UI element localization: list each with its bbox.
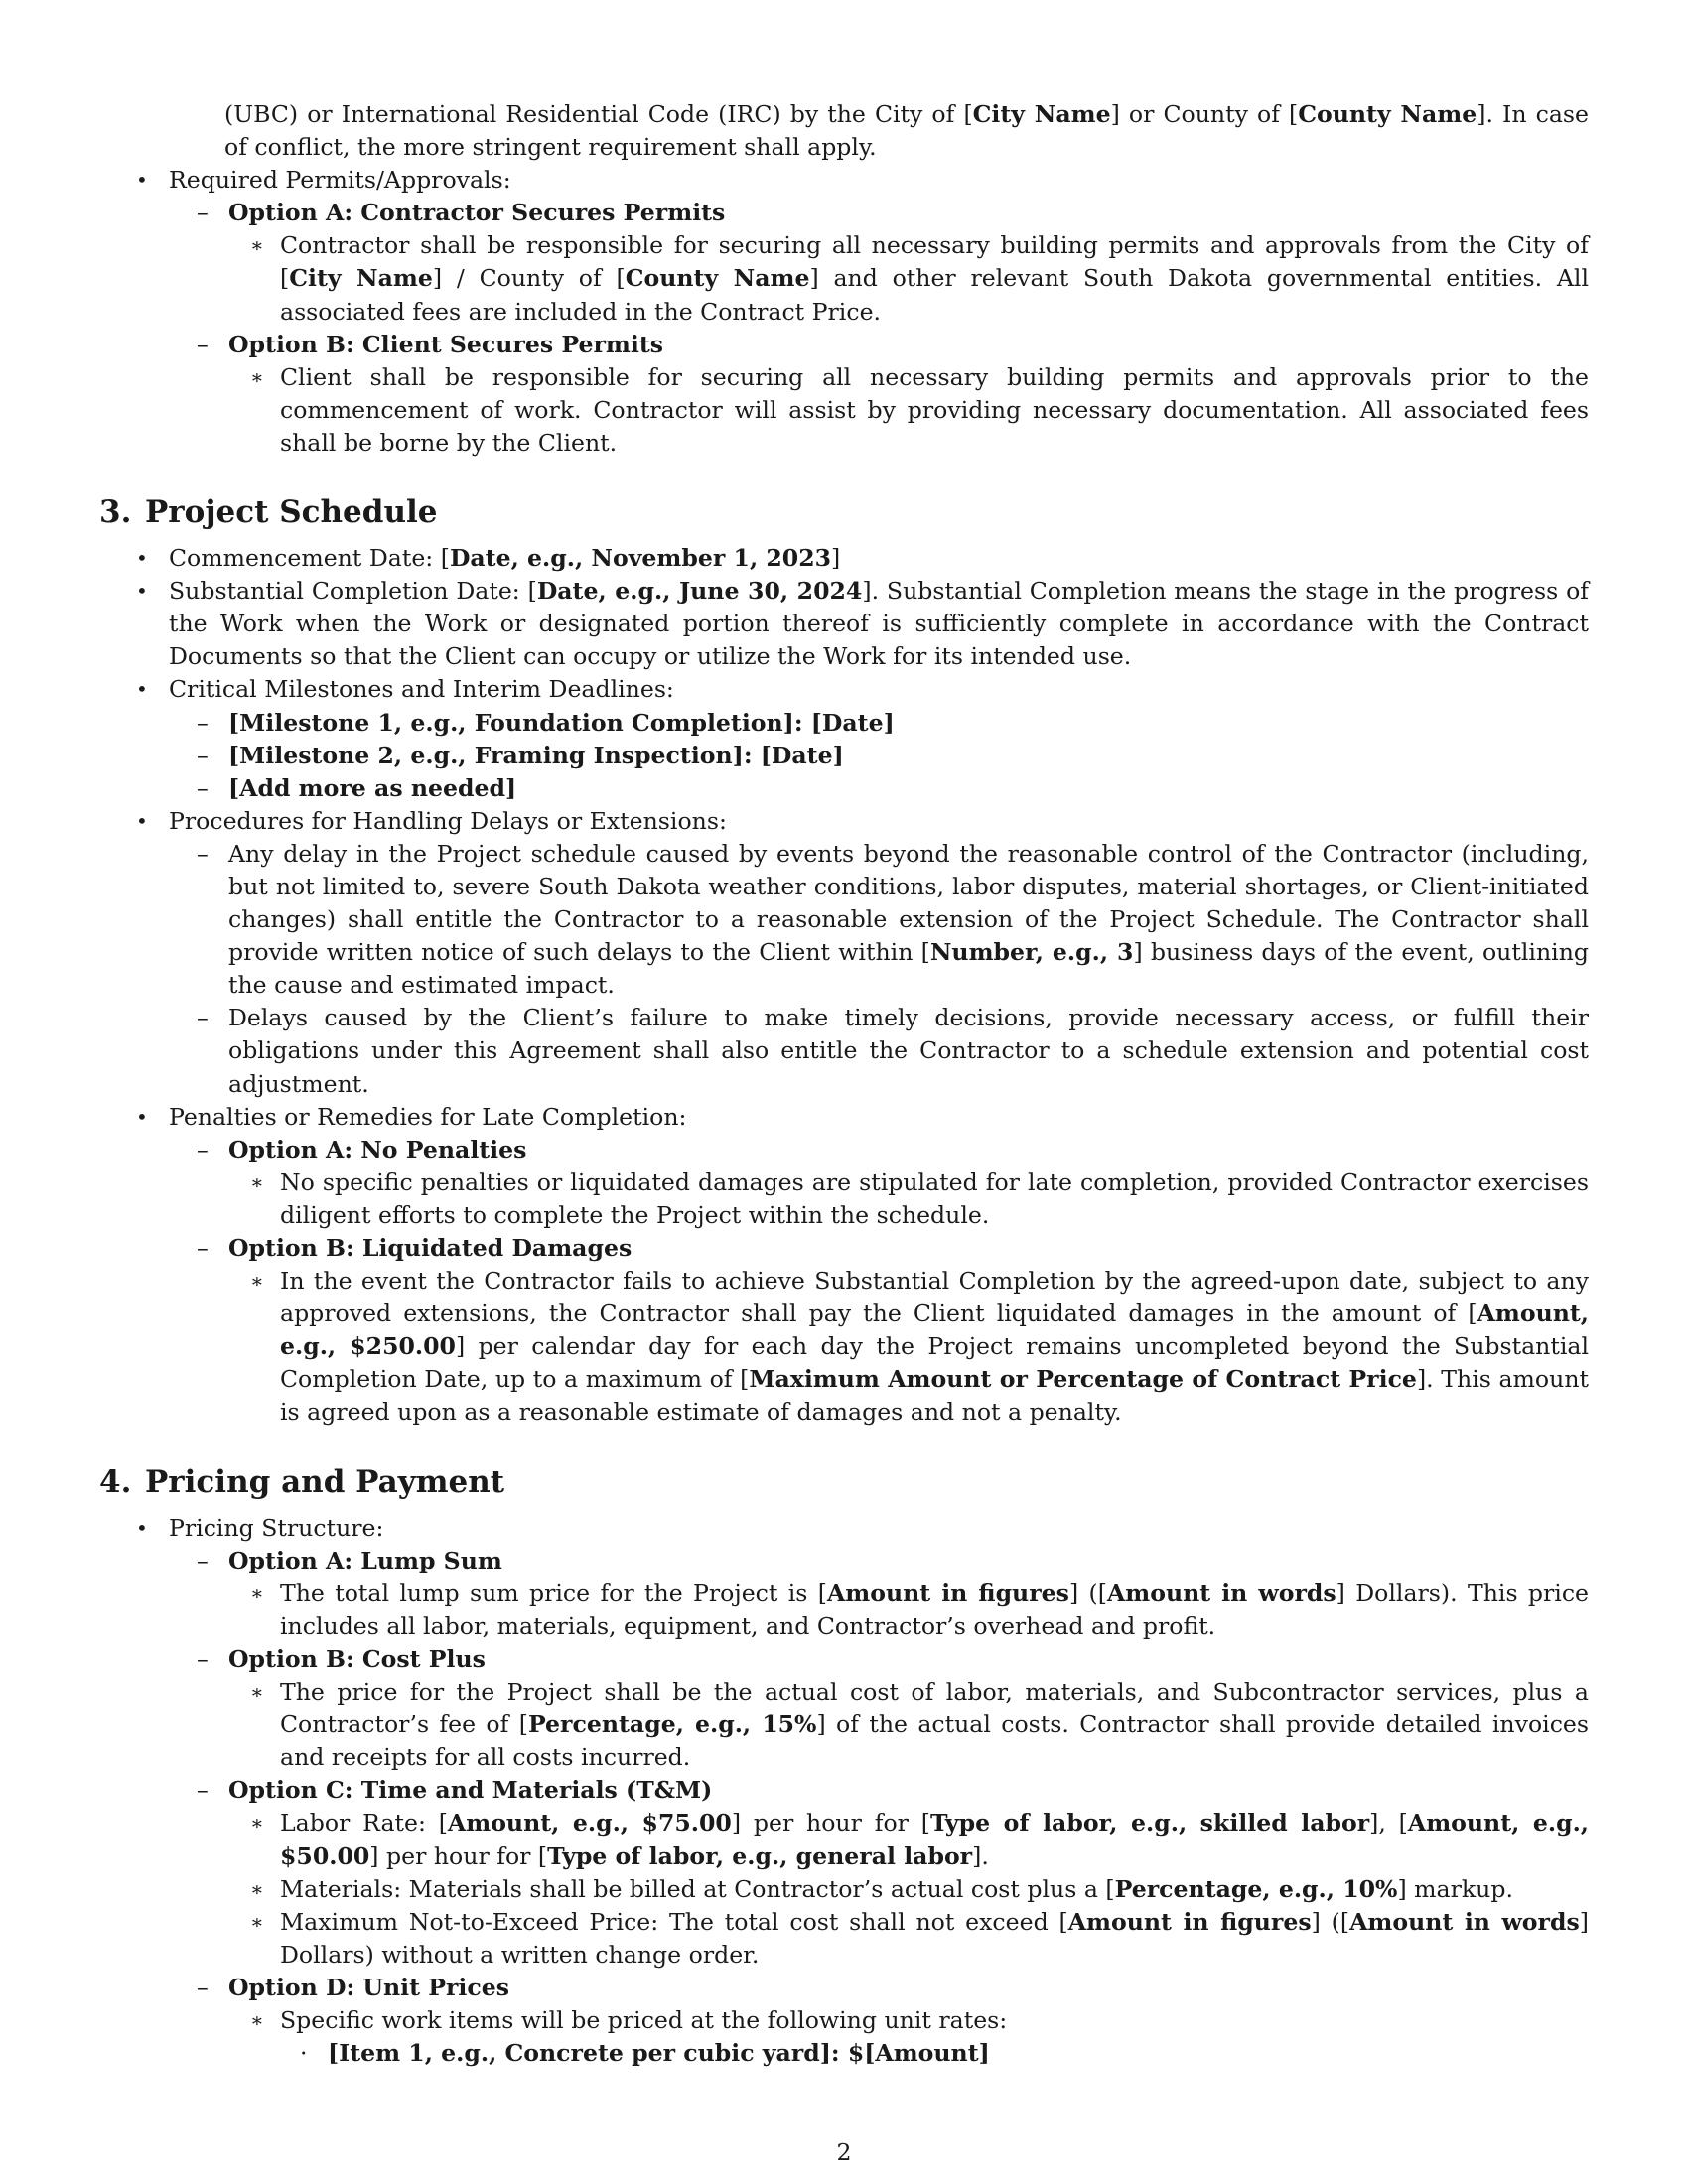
dash-icon: – <box>197 1644 209 1673</box>
section-heading-project-schedule <box>99 492 1589 532</box>
text: ], [ <box>1369 1809 1408 1838</box>
dash-icon: – <box>197 1546 209 1574</box>
dash-icon: – <box>197 708 209 737</box>
text: Pricing Structure: <box>169 1513 384 1542</box>
text: Commencement Date: [ <box>169 544 450 573</box>
milestone-text: [Milestone 2, e.g., Framing Inspection]: [Date] <box>228 741 844 769</box>
bullet-icon: • <box>136 168 148 193</box>
placeholder-date: Date, e.g., June 30, 2024 <box>536 577 863 606</box>
milestone-entry <box>197 740 1589 772</box>
asterisk-icon: ∗ <box>250 1876 264 1901</box>
permits-item <box>136 164 1589 197</box>
asterisk-icon: ∗ <box>250 364 264 389</box>
text: ]. In case of conflict, the more stringent requirement shall apply. <box>224 100 1589 162</box>
penalties-option-b <box>197 1232 1589 1265</box>
text: ] per hour for [ <box>731 1809 930 1838</box>
option-title: Option C: Time and Materials (T&M) <box>228 1776 713 1805</box>
milestone-entry <box>197 707 1589 740</box>
penalties-option-a-text <box>250 1166 1589 1232</box>
page-number: 2 <box>836 2138 852 2166</box>
asterisk-icon: ∗ <box>250 233 264 258</box>
pricing-option-d <box>197 1972 1589 2004</box>
placeholder-county: County Name <box>625 264 810 293</box>
text: ] ([ <box>1311 1907 1350 1936</box>
pricing-option-a-text <box>250 1577 1590 1643</box>
placeholder-words: Amount in words <box>1349 1907 1580 1936</box>
text: Penalties or Remedies for Late Completion: <box>169 1102 687 1131</box>
text: Maximum Not-to-Exceed Price: The total cost shall not exceed [ <box>280 1907 1068 1936</box>
placeholder-words: Amount in words <box>1106 1578 1336 1607</box>
unit-prices-intro <box>250 2004 1589 2037</box>
milestone-text: [Milestone 1, e.g., Foundation Completion]: [Date] <box>228 708 895 737</box>
pricing-option-b <box>197 1643 1589 1676</box>
text: ] / County of [ <box>432 264 626 293</box>
text: ] <box>831 544 841 573</box>
text: ] business days of the event, outlining the cause and estimated impact. <box>228 938 1589 1000</box>
dash-icon: – <box>197 1135 209 1163</box>
section-title: Project Schedule <box>145 494 438 531</box>
milestone-entry <box>197 772 1589 805</box>
permits-label: Required Permits/Approvals: <box>169 166 511 195</box>
option-title: Option B: Cost Plus <box>228 1644 486 1673</box>
unit-price-entry <box>300 2037 1589 2070</box>
penalties-option-a <box>197 1134 1589 1166</box>
bullet-icon: • <box>136 677 148 702</box>
dash-icon: – <box>197 199 209 227</box>
penalties-item <box>136 1101 1589 1134</box>
placeholder-figures: Amount in figures <box>826 1578 1069 1607</box>
permits-option-b-text <box>250 361 1589 460</box>
placeholder-date: Date, e.g., November 1, 2023 <box>449 544 832 573</box>
substantial-completion-item <box>136 575 1590 673</box>
section-number: 4. <box>99 1463 132 1500</box>
text: Procedures for Handling Delays or Extensions: <box>169 806 727 835</box>
pricing-option-a <box>197 1545 1589 1577</box>
dash-icon: – <box>197 1973 209 2001</box>
milestones-item <box>136 673 1589 706</box>
text: ]. Substantial Completion means the stage in the progress of the Work when the Work or designated portion thereof is sufficiently complete in accordance with the Contract Documents so that the Client can occupy or utilize the Work for its intended use. <box>169 577 1590 671</box>
text: The total lump sum price for the Project is [ <box>280 1578 827 1607</box>
text: ] or County of [ <box>1110 100 1299 128</box>
placeholder-number: Number, e.g., 3 <box>929 938 1134 967</box>
text: ]. This amount is agreed upon as a reasonable estimate of damages and not a penalty. <box>280 1365 1589 1427</box>
asterisk-icon: ∗ <box>250 1909 264 1934</box>
dash-icon: – <box>197 1004 209 1032</box>
bullet-icon: • <box>136 1515 148 1540</box>
bullet-icon: • <box>136 808 148 833</box>
text: ] per calendar day for each day the Project remains uncompleted beyond the Substantial Completion Date, up to a maximum of [ <box>280 1332 1589 1394</box>
pricing-option-c <box>197 1774 1589 1807</box>
option-title: Option A: No Penalties <box>228 1135 527 1163</box>
bullet-icon: • <box>136 579 148 604</box>
placeholder-labor-type: Type of labor, e.g., skilled labor <box>929 1809 1370 1838</box>
delays-item <box>136 805 1589 838</box>
placeholder-city: City Name <box>289 264 433 293</box>
text: ] markup. <box>1397 1874 1513 1903</box>
section-heading-pricing-payment <box>99 1462 1589 1502</box>
max-price-text <box>250 1906 1589 1972</box>
dash-icon: – <box>197 839 209 868</box>
bullet-icon: • <box>136 546 148 571</box>
document-content <box>99 98 1589 2070</box>
text: ] Dollars). This price includes all labor, materials, equipment, and Contractor’s overhead and profit. <box>280 1578 1590 1640</box>
text: Materials: Materials shall be billed at Contractor’s actual cost plus a [ <box>280 1874 1115 1903</box>
dash-icon: – <box>197 1234 209 1262</box>
placeholder-labor-type: Type of labor, e.g., general labor <box>547 1842 973 1870</box>
text: ] of the actual costs. Contractor shall provide detailed invoices and receipts for all costs incurred. <box>280 1710 1589 1772</box>
pricing-structure-item <box>136 1512 1589 1545</box>
commencement-date-item <box>136 542 1589 575</box>
placeholder-figures: Amount in figures <box>1067 1907 1312 1936</box>
text: ] Dollars) without a written change order. <box>280 1907 1589 1969</box>
unit-price-text: [Item 1, e.g., Concrete per cubic yard]: $[Amount] <box>328 2039 990 2068</box>
text: Contractor shall be responsible for securing all necessary building permits and approvals from the City of [ <box>280 231 1589 293</box>
text: ] ([ <box>1068 1578 1107 1607</box>
placeholder-amount: Amount, e.g., $50.00 <box>280 1809 1589 1870</box>
dash-icon: – <box>197 773 209 802</box>
text: The price for the Project shall be the actual cost of labor, materials, and Subcontractor services, plus a Contractor’s fee of [ <box>280 1678 1589 1739</box>
asterisk-icon: ∗ <box>250 1269 264 1294</box>
text: No specific penalties or liquidated damages are stipulated for late completion, provided Contractor exercises diligent efforts to complete the Project within the schedule. <box>280 1167 1589 1229</box>
asterisk-icon: ∗ <box>250 1580 264 1605</box>
delay-clause <box>197 838 1589 1002</box>
asterisk-icon: ∗ <box>250 1811 264 1836</box>
permits-option-a-text <box>250 229 1589 328</box>
option-title: Option D: Unit Prices <box>228 1973 509 2001</box>
penalties-option-b-text <box>250 1265 1589 1429</box>
asterisk-icon: ∗ <box>250 1169 264 1194</box>
placeholder-percentage: Percentage, e.g., 10% <box>1114 1874 1398 1903</box>
pricing-option-b-text <box>250 1676 1589 1774</box>
placeholder-amount: Amount, e.g., $75.00 <box>447 1809 732 1838</box>
section-number: 3. <box>99 494 132 531</box>
text: Any delay in the Project schedule caused by events beyond the reasonable control of the Contractor (including, but not limited to, severe South Dakota weather conditions, labor disputes, material shortages, or Client-initiated changes) shall entitle the Contractor to a reasonable extension of the Project Schedule. The Contractor shall provide written notice of such delays to the Client within [ <box>228 839 1589 967</box>
asterisk-icon: ∗ <box>250 2007 264 2032</box>
dash-icon: – <box>197 1776 209 1805</box>
asterisk-icon: ∗ <box>250 1680 264 1705</box>
section-title: Pricing and Payment <box>145 1463 505 1500</box>
delay-clause <box>197 1002 1589 1100</box>
option-title: Option B: Liquidated Damages <box>228 1234 633 1262</box>
option-title: Option A: Contractor Secures Permits <box>228 199 726 227</box>
milestone-text: [Add more as needed] <box>228 773 517 802</box>
permits-option-a <box>197 197 1589 229</box>
text: Client shall be responsible for securing all necessary building permits and approvals prior to the commencement of work. Contractor will assist by providing necessary documentation. All associated fees shall be borne by the Client. <box>280 362 1589 457</box>
text: ] and other relevant South Dakota governmental entities. All associated fees are included in the Contract Price. <box>280 264 1589 326</box>
bullet-icon: • <box>136 1104 148 1129</box>
text: Labor Rate: [ <box>280 1809 448 1838</box>
text: Critical Milestones and Interim Deadlines: <box>169 675 674 704</box>
placeholder-city: City Name <box>972 100 1111 128</box>
code-compliance-continuation <box>224 98 1589 164</box>
placeholder-maximum: Maximum Amount or Percentage of Contract Price <box>749 1365 1417 1394</box>
text: ] per hour for [ <box>369 1842 548 1870</box>
permits-option-b <box>197 329 1589 361</box>
placeholder-county: County Name <box>1298 100 1477 128</box>
dash-icon: – <box>197 330 209 358</box>
labor-rate-text <box>250 1807 1589 1872</box>
text: ]. <box>972 1842 989 1870</box>
text: Delays caused by the Client’s failure to make timely decisions, provide necessary access, or fulfill their obligations under this Agreement shall also entitle the Contractor to a schedule extension and potential cost adjustment. <box>228 1004 1589 1098</box>
option-title: Option B: Client Secures Permits <box>228 330 664 358</box>
dot-icon: · <box>300 2039 308 2068</box>
text: In the event the Contractor fails to achieve Substantial Completion by the agreed-upon date, subject to any approved extensions, the Contractor shall pay the Client liquidated damages in the amount of [ <box>280 1267 1589 1328</box>
placeholder-amount: Amount, e.g., $250.00 <box>280 1299 1589 1361</box>
option-title: Option A: Lump Sum <box>228 1546 502 1574</box>
dash-icon: – <box>197 741 209 769</box>
text: Substantial Completion Date: [ <box>169 577 537 606</box>
materials-text <box>250 1873 1589 1906</box>
text: (UBC) or International Residential Code (IRC) by the City of [ <box>224 100 973 128</box>
placeholder-percentage: Percentage, e.g., 15% <box>527 1710 817 1739</box>
text: Specific work items will be priced at the following unit rates: <box>280 2005 1008 2034</box>
